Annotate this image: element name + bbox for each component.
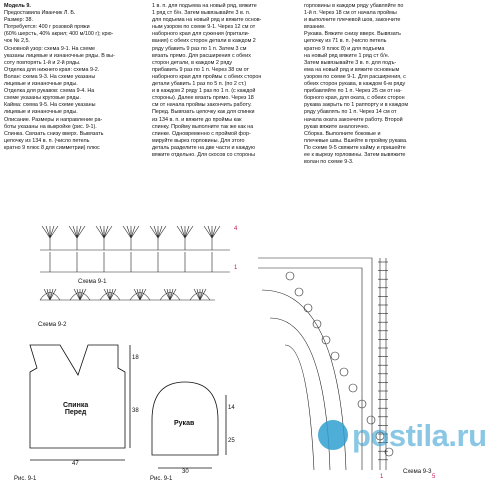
col1-line: указаны лицевые и изнаночные ряды. В вы-: [4, 52, 115, 59]
col1-line: Потребуется: 400 г розовой пряжи: [4, 24, 90, 31]
col1-line: Отделка для нижнего края: схема 9-2.: [4, 66, 100, 73]
picot-mark: [349, 384, 357, 392]
col2-line: стороны). Далее вязать прямо. Через 18: [152, 95, 254, 102]
col2-line: Перед. Вывязать цепочку как для спинки: [152, 109, 255, 116]
col2-line: и в каждом 2 ряду 1 раз по 1 п. (с каждой: [152, 88, 256, 95]
stitch-mark: [185, 226, 193, 238]
watermark-logo-icon: [318, 420, 348, 450]
col2-line: спинке. Одновременно с проймой фор-: [152, 130, 251, 137]
stitch-mark: [110, 289, 113, 300]
col2-line: из 134 в. п. и вяжите до проймы как: [152, 116, 242, 123]
col1-line: Предоставила Иванчик Л. Б.: [4, 10, 76, 17]
stitch-mark: [50, 226, 58, 238]
col3-line: узором по схеме 9-1. Для расширения, с: [304, 73, 406, 80]
width-47: 47: [72, 461, 79, 467]
col2-line: сторон детали, в каждом 2 ряду: [152, 59, 233, 66]
fig-9-1-sleeve-label: Рис. 9-1: [150, 476, 173, 482]
col1-line: Основной узор: схема 9-1. На схеме: [4, 45, 96, 52]
col1-line: лицевые и изнаночные ряды.: [4, 109, 78, 116]
stitch-mark: [212, 226, 220, 238]
stitch-mark: [123, 226, 131, 238]
watermark: [318, 412, 487, 472]
col2-line: наборного края для проймы с обеих сторон: [152, 73, 262, 80]
col1-line: боты указаны на выкройке (рис. 9-1).: [4, 123, 97, 130]
stitch-mark: [50, 289, 53, 300]
col2-line: мируйте вырез горловины. Для этого: [152, 137, 245, 144]
width-30: 30: [182, 469, 189, 475]
col3-line: Сборка. Выполните боковые и: [304, 130, 381, 137]
col2-line: прибавить 9 раз по 1 п. Через 38 см от: [152, 66, 249, 73]
row-marker-4: 4: [234, 226, 238, 232]
stitch-mark: [131, 226, 139, 238]
col3-line: борного края, для оката, с обеих сторон: [304, 95, 405, 102]
row-marker-rep: 1: [380, 474, 384, 480]
col2-line: детали убавить 1 раз по 5 п. (по 2 ст.): [152, 81, 247, 88]
stitch-mark: [80, 289, 83, 300]
stitch-mark: [212, 226, 216, 238]
stitch-mark: [107, 289, 110, 300]
col3-line: и выполните плечевой шов, закончите: [304, 17, 401, 24]
stitch-mark: [47, 289, 50, 300]
col3-line: Рукава. Вяжите снизу вверх. Вывязать: [304, 31, 401, 38]
scheme-9-2-diagram: [40, 289, 215, 300]
picot-mark: [322, 336, 330, 344]
col2-line: вязать прямо. Для расширения с обеих: [152, 52, 251, 59]
col1-line: лицевые и изнаночные ряды.: [4, 81, 78, 88]
stitch-mark: [208, 226, 212, 238]
stitch-mark: [50, 226, 54, 238]
col3-line: начала оката закончите работу. Второй: [304, 116, 403, 123]
stitch-mark: [69, 226, 77, 238]
picot-mark: [286, 272, 294, 280]
stitch-mark: [131, 226, 135, 238]
stitch-mark: [200, 289, 203, 300]
stitch-mark: [167, 289, 170, 300]
col2-line: спинку. Пройму выполните так же как на: [152, 123, 254, 130]
stitch-mark: [137, 289, 140, 300]
height-14: 14: [228, 405, 235, 411]
picot-mark: [340, 368, 348, 376]
watermark-text: postila.ru: [352, 418, 487, 453]
stitch-mark: [77, 289, 80, 300]
col3-line: ема на новый ряд и вяжите основным: [304, 66, 400, 73]
col1-line: цепочку из 134 в. п. (число петель: [4, 137, 90, 144]
col2-line: см от начала проймы закончить работу.: [152, 102, 252, 109]
picot-mark: [295, 288, 303, 296]
col3-line: Затем вывязывайте 3 в. п. для подъ-: [304, 59, 397, 66]
stitch-mark: [77, 226, 81, 238]
stitch-mark: [104, 226, 108, 238]
col3-line: ее к вырезу горловины. Затем вывяжите: [304, 151, 406, 158]
col1-line: Отделка для рукавов: схема 9-4. На: [4, 88, 95, 95]
scheme-9-2-label: Схема 9-2: [38, 322, 67, 328]
col2-line: для подъема на новый ряд и вяжите основ-: [152, 17, 262, 24]
col2-line: ряду убавить 9 раз по 1 п. Затем 3 см: [152, 45, 247, 52]
stitch-mark: [158, 226, 162, 238]
model-title: Модель 9.: [4, 3, 31, 9]
col3-line: плечевые швы. Вшейте в пройму рукава.: [304, 137, 408, 144]
col1-line: схеме указаны круговые ряды.: [4, 95, 81, 102]
col2-line: 1 ряд ст б/н. Затем вывязывайте 3 в. п.: [152, 10, 251, 17]
stitch-mark: [185, 226, 189, 238]
stitch-mark: [170, 289, 173, 300]
stitch-mark: [127, 226, 131, 238]
stitch-mark: [181, 226, 185, 238]
stitch-mark: [197, 289, 200, 300]
col2-line: вания) с обеих сторон детали в каждом 2: [152, 38, 256, 45]
col1-line: Кайма: схема 9-5. На схеме указаны: [4, 102, 96, 109]
row-marker-5: 5: [432, 474, 436, 480]
fig-9-1-label: Рис. 9-1: [14, 476, 37, 482]
stitch-mark: [96, 226, 104, 238]
col3-line: цепочку из 71 в. п. (число петель: [304, 38, 387, 45]
col2-line: ным узором по схеме 9-1. Через 12 см от: [152, 24, 256, 31]
col3-line: рукав вяжите аналогично.: [304, 123, 370, 130]
col2-line: наборного края для сужения (притали-: [152, 31, 250, 38]
sleeve-label: Рукав: [174, 420, 195, 427]
col3-line: обеих сторон рукава, в каждом 6-м ряду: [304, 81, 406, 88]
stitch-mark: [150, 226, 158, 238]
scheme-9-3-label: Схема 9-3: [403, 469, 432, 475]
stitch-mark: [104, 226, 112, 238]
height-25: 25: [228, 438, 235, 444]
col1-line: Волан: схема 9-3. На схеме указаны: [4, 73, 96, 80]
col1-line: Описание. Размеры и направление ра-: [4, 116, 103, 123]
col3-line: горловины в каждом ряду убавляйте по: [304, 3, 404, 9]
stitch-mark: [204, 226, 212, 238]
col1-line: (60% шерсть, 40% акрил; 400 м/100 г); крю-: [4, 31, 114, 38]
front-back-label: [63, 402, 88, 416]
col1-line: соту повторять 1-й и 2-й ряды.: [4, 59, 81, 66]
picot-mark: [304, 304, 312, 312]
col3-line: рукава закрыть по 1 раппорту и в каждом: [304, 102, 409, 109]
col2-line: деталь разделите на две части и каждую: [152, 144, 256, 151]
col3-line: вязание.: [304, 24, 326, 31]
col3-line: По схеме 9-5 свяжите кайму и пришейте: [304, 144, 406, 151]
stitch-mark: [140, 289, 143, 300]
scheme-9-1-label: Схема 9-1: [78, 279, 107, 285]
front-label-line2: Перед: [64, 409, 87, 416]
col2-line: вяжите отдельно. Для скосов со стороны: [152, 151, 255, 158]
picot-mark: [313, 320, 321, 328]
stitch-mark: [158, 226, 166, 238]
col1-line: кратно 9 плюс 8 для симметрии) плюс: [4, 144, 100, 151]
col1-line: Размер: 38.: [4, 17, 34, 24]
height-38: 38: [132, 408, 139, 414]
stitch-mark: [42, 226, 50, 238]
picot-mark: [331, 352, 339, 360]
col3-line: на новый ряд вяжите 1 ряд ст б/н.: [304, 52, 390, 59]
col3-line: 1-й п. Через 18 см от начала проймы: [304, 10, 397, 17]
stitch-mark: [177, 226, 185, 238]
height-18: 18: [132, 355, 139, 361]
col3-line: волан по схеме 9-3.: [304, 159, 354, 166]
stitch-mark: [154, 226, 158, 238]
stitch-mark: [73, 226, 77, 238]
stitch-mark: [46, 226, 50, 238]
front-label-line1: Спинка: [63, 402, 89, 409]
col3-line: ряду убавлять по 1 п. Через 14 см от: [304, 109, 397, 116]
row-marker-1: 1: [234, 265, 238, 271]
col2-line: 1 в. п. для подъема на новый ряд, вяжите: [152, 3, 257, 9]
col3-line: прибавляйте по 1 п. Через 25 см от на-: [304, 88, 402, 95]
scheme-9-1-diagram: [40, 226, 230, 272]
col1-line: Спинка. Связать снизу вверх. Вывязать: [4, 130, 104, 137]
col1-line: чок № 2,5.: [4, 38, 30, 45]
stitch-mark: [77, 226, 85, 238]
col3-line: кратно 9 плюс 8) и для подъема: [304, 45, 385, 52]
stitch-mark: [100, 226, 104, 238]
